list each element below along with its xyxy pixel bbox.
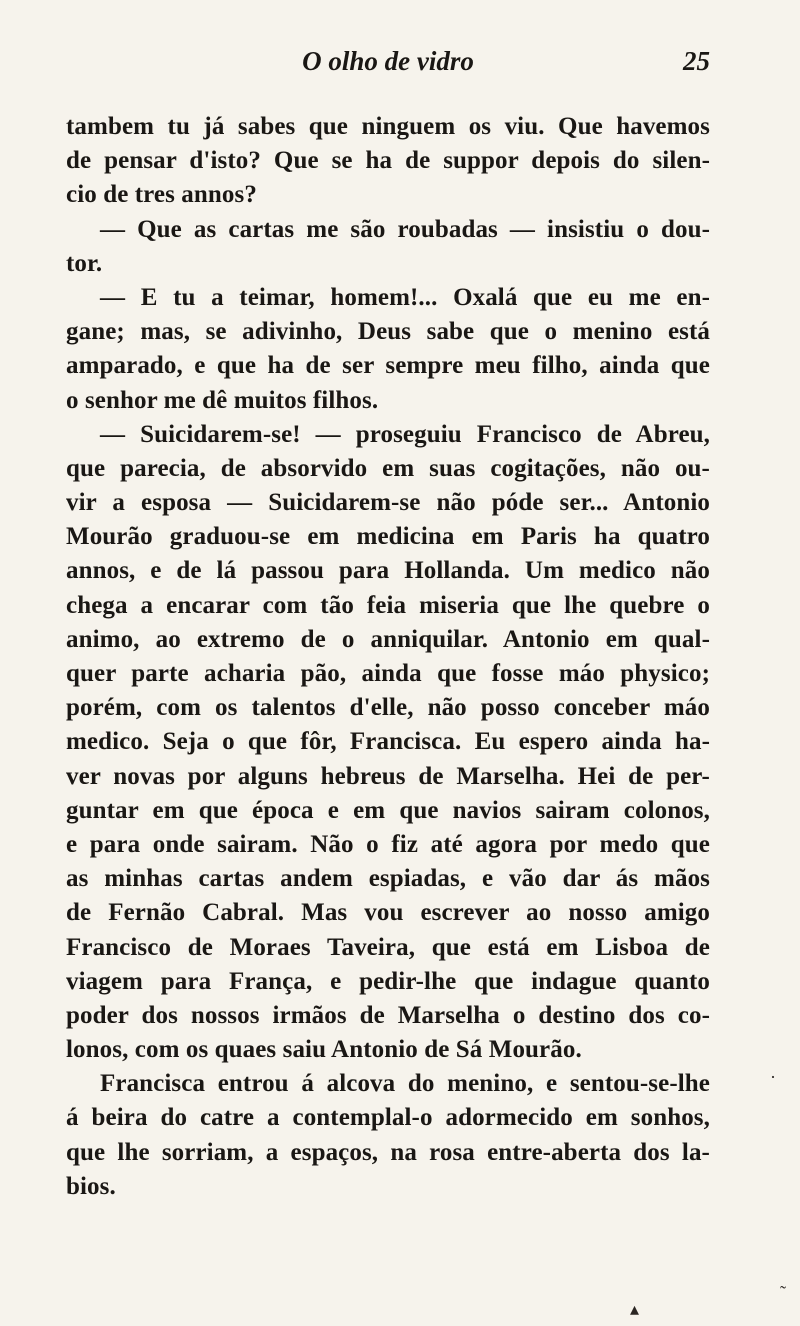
text-line: — E tu a teimar, homem!... Oxalá que eu me en-: [100, 283, 710, 311]
text-line: lonos, com os quaes saiu Antonio de Sá Mourão.: [66, 1036, 582, 1064]
text-line: de pensar d'isto? Que se ha de suppor depois do silen-: [66, 147, 710, 175]
page-header: [66, 46, 710, 86]
text-line: á beira do catre a contemplal-o adormecido em sonhos,: [66, 1104, 710, 1132]
text-line: as minhas cartas andem espiadas, e vão dar ás mãos: [66, 865, 710, 893]
text-line: que lhe sorriam, a espaços, na rosa entre-aberta dos la-: [66, 1138, 710, 1166]
page-number: 25: [683, 46, 710, 76]
text-line: gane; mas, se adivinho, Deus sabe que o menino está: [66, 318, 710, 346]
text-line: — Suicidarem-se! — proseguiu Francisco de Abreu,: [100, 420, 710, 448]
text-line: cio de tres annos?: [66, 181, 257, 209]
text-line: Mourão graduou-se em medicina em Paris ha quatro: [66, 523, 710, 551]
text-line: que parecia, de absorvido em suas cogitações, não ou-: [66, 454, 710, 482]
text-line: tor.: [66, 249, 103, 277]
text-line: poder dos nossos irmãos de Marselha o destino dos co-: [66, 1001, 710, 1029]
ink-speck: ▴: [630, 1299, 640, 1319]
text-line: animo, ao extremo de o anniquilar. Antonio em qual-: [66, 625, 710, 653]
text-line: guntar em que época e em que navios sairam colonos,: [66, 796, 710, 824]
text-line: de Fernão Cabral. Mas vou escrever ao nosso amigo: [66, 899, 710, 927]
text-line: quer parte acharia pão, ainda que fosse máo physico;: [66, 660, 710, 687]
ink-speck: ˷: [780, 1269, 786, 1289]
text-line: ver novas por alguns hebreus de Marselha. Hei de per-: [66, 762, 710, 790]
text-line: bios.: [66, 1172, 116, 1200]
text-line: tambem tu já sabes que ninguem os viu. Que havemos: [66, 113, 710, 140]
text-line: viagem para França, e pedir-lhe que indague quanto: [66, 967, 710, 995]
text-line: e para onde sairam. Não o fiz até agora por medo que: [66, 830, 710, 858]
text-line: porém, com os talentos d'elle, não posso conceber máo: [66, 694, 710, 722]
text-line: medico. Seja o que fôr, Francisca. Eu espero ainda ha-: [66, 728, 710, 756]
text-line: o senhor me dê muitos filhos.: [66, 386, 379, 414]
text-line: — Que as cartas me são roubadas — insistiu o dou-: [100, 215, 710, 243]
text-line: Francisco de Moraes Taveira, que está em Lisboa de: [66, 933, 710, 961]
text-line: chega a encarar com tão feia miseria que lhe quebre o: [66, 591, 710, 619]
text-line: amparado, e que ha de ser sempre meu filho, ainda que: [66, 352, 710, 380]
text-line: annos, e de lá passou para Hollanda. Um medico não: [66, 557, 710, 585]
body-text: [66, 110, 710, 1204]
text-line: Francisca entrou á alcova do menino, e sentou-se-lhe: [100, 1070, 710, 1098]
running-title: O olho de vidro: [302, 46, 474, 76]
ink-speck: ·: [770, 1067, 776, 1087]
text-line: vir a esposa — Suicidarem-se não póde ser... Antonio: [66, 489, 710, 517]
